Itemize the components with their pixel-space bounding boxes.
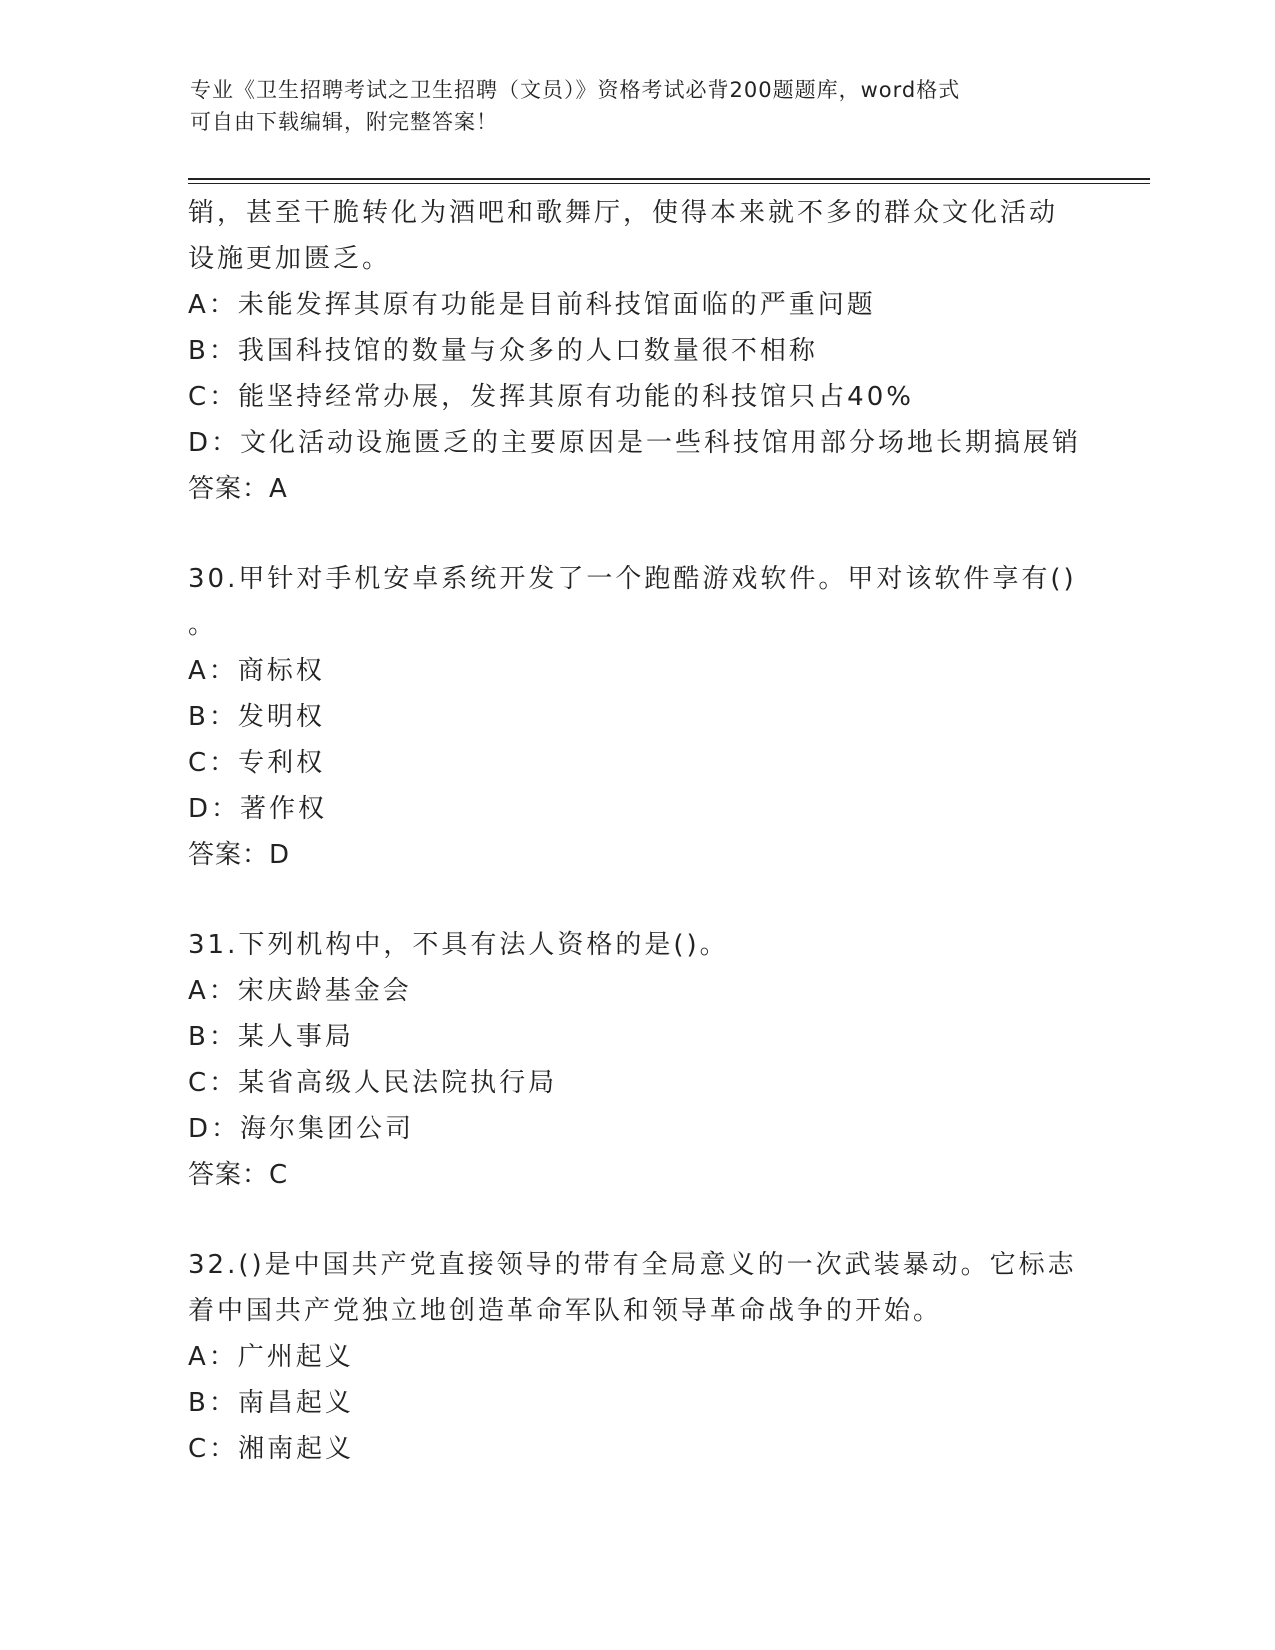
option-d: D：文化活动设施匮乏的主要原因是一些科技馆用部分场地长期搞展销 <box>188 428 1082 458</box>
question-30 <box>188 556 1088 878</box>
header-line-2: 可自由下载编辑，附完整答案！ <box>190 110 498 134</box>
question-31 <box>188 922 1088 1198</box>
question-stem-line: 。 <box>188 610 218 640</box>
answer-line: 答案：C <box>188 1160 289 1190</box>
option-a: A：广州起义 <box>188 1342 354 1372</box>
option-b: B：南昌起义 <box>188 1388 354 1418</box>
question-stem-line: 31.下列机构中，不具有法人资格的是()。 <box>188 930 729 960</box>
header-rule-thin <box>188 183 1150 184</box>
question-stem-line: 30.甲针对手机安卓系统开发了一个跑酷游戏软件。甲对该软件享有() <box>188 564 1077 594</box>
option-d: D：著作权 <box>188 794 328 824</box>
option-a: A：宋庆龄基金会 <box>188 976 412 1006</box>
option-a: A：未能发挥其原有功能是目前科技馆面临的严重问题 <box>188 290 876 320</box>
option-b: B：某人事局 <box>188 1022 354 1052</box>
option-d: D：海尔集团公司 <box>188 1114 415 1144</box>
option-c: C：湘南起义 <box>188 1434 355 1464</box>
answer-line: 答案：D <box>188 840 291 870</box>
question-29 <box>188 190 1088 512</box>
question-32 <box>188 1242 1088 1472</box>
option-b: B：发明权 <box>188 702 325 732</box>
option-c: C：能坚持经常办展，发挥其原有功能的科技馆只占40% <box>188 382 914 412</box>
question-stem-line: 32.()是中国共产党直接领导的带有全局意义的一次武装暴动。它标志 <box>188 1250 1077 1280</box>
header-rule-thick <box>188 178 1150 180</box>
option-b: B：我国科技馆的数量与众多的人口数量很不相称 <box>188 336 818 366</box>
answer-line: 答案：A <box>188 474 288 504</box>
option-a: A：商标权 <box>188 656 325 686</box>
option-c: C：某省高级人民法院执行局 <box>188 1068 558 1098</box>
document-header <box>190 74 1080 138</box>
header-line-1: 专业《卫生招聘考试之卫生招聘（文员）》资格考试必背200题题库，word格式 <box>190 78 961 102</box>
question-stem-line: 设施更加匮乏。 <box>188 244 392 274</box>
question-stem-line: 着中国共产党独立地创造革命军队和领导革命战争的开始。 <box>188 1296 943 1326</box>
question-list <box>188 190 1088 1472</box>
option-c: C：专利权 <box>188 748 326 778</box>
question-stem-line: 销，甚至干脆转化为酒吧和歌舞厅，使得本来就不多的群众文化活动 <box>188 198 1059 228</box>
